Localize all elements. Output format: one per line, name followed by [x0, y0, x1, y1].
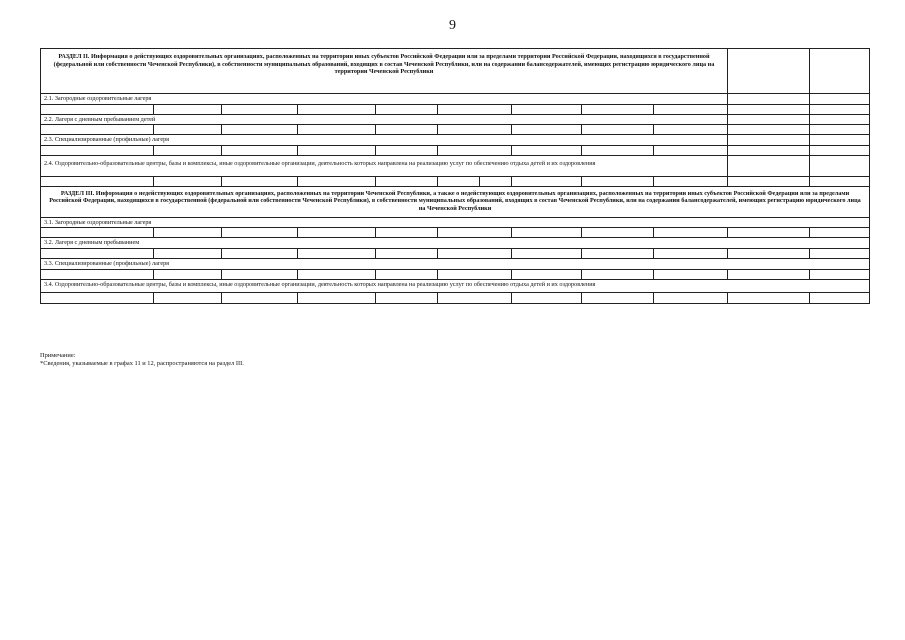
section3-heading: РАЗДЕЛ III. Информация о недействующих оздоровительных организациях, расположенных на территории Чеченской Республики, а также о недействующих оздоровительных организациях, расположенных на территории иных субъектов Российской Федерации или за пределами Российской Федерации, находящихся в государственной (федеральной или собственности Чеченской Республики), в собственности муниципальных образований, входящих в состав Чеченской Республики, или на содержании балансодержателей, имеющих регистрацию юридического лица на Чеченской Республики [49, 189, 861, 212]
footnote-title: Примечание: [40, 352, 76, 359]
footnote-text: *Сведения, указываемые в графах 11 и 12, распространяются на раздел III. [40, 360, 244, 368]
section2-heading-row [41, 49, 869, 94]
section3-row-4 [41, 280, 869, 293]
report-table [40, 48, 870, 304]
section2-row-1-label: 2.1. Загородные оздоровительные лагеря [44, 95, 152, 102]
page-number: 9 [449, 18, 456, 33]
section3-row-3-cells [41, 270, 869, 280]
section3-heading-row [41, 187, 869, 218]
section3-row-2 [41, 238, 869, 249]
section3-row-1-cells [41, 228, 869, 238]
section3-row-1 [41, 218, 869, 229]
section2-row-1 [41, 94, 869, 105]
section3-row-4-cells [41, 293, 869, 303]
section3-row-1-label: 3.1. Загородные оздоровительные лагеря [44, 218, 152, 226]
section2-row-3-cells [41, 146, 869, 156]
section2-row-4-label: 2.4. Оздоровительно-образовательные центры, базы и комплексы, иные оздоровительные организации, деятельность которых направлена на реализацию услуг по обеспечению отдыха детей и их оздоровления [44, 159, 596, 167]
section2-row-1-cells [41, 105, 869, 115]
section3-row-3-label: 3.3. Специализированные (профильные) лагеря [44, 259, 170, 267]
section2-row-3 [41, 135, 869, 146]
section3-row-2-cells [41, 249, 869, 259]
section2-row-2-label: 2.2. Лагеря с дневным пребыванием детей [44, 115, 156, 123]
section2-row-2 [41, 115, 869, 126]
section2-row-3-label: 2.3. Специализированные (профильные) лагеря [44, 136, 170, 144]
section2-heading: РАЗДЕЛ II. Информация о действующих оздоровительных организациях, расположенных на территории иных субъектов Российской Федерации или за пределами территории Российской Федерации, находящихся в государственной (федеральной или собственности Чеченской Республики), в собственности муниципальных образований, входящих в состав Чеченской Республики, или на содержании балансодержателей, имеющих регистрацию юридического лица на территории Чеченской Республики [53, 53, 715, 76]
section3-row-4-label: 3.4. Оздоровительно-образовательные центры, базы и комплексы, иные оздоровительные организации, деятельность которых направлена на реализацию услуг по обеспечению отдыха детей и их оздоровления [44, 280, 596, 288]
section2-row-4-cells [41, 177, 869, 187]
section2-row-2-cells [41, 125, 869, 135]
section3-row-3 [41, 259, 869, 270]
footnote [40, 352, 244, 369]
section3-row-2-label: 3.2. Лагеря с дневным пребыванием [44, 239, 140, 247]
section2-row-4 [41, 156, 869, 177]
